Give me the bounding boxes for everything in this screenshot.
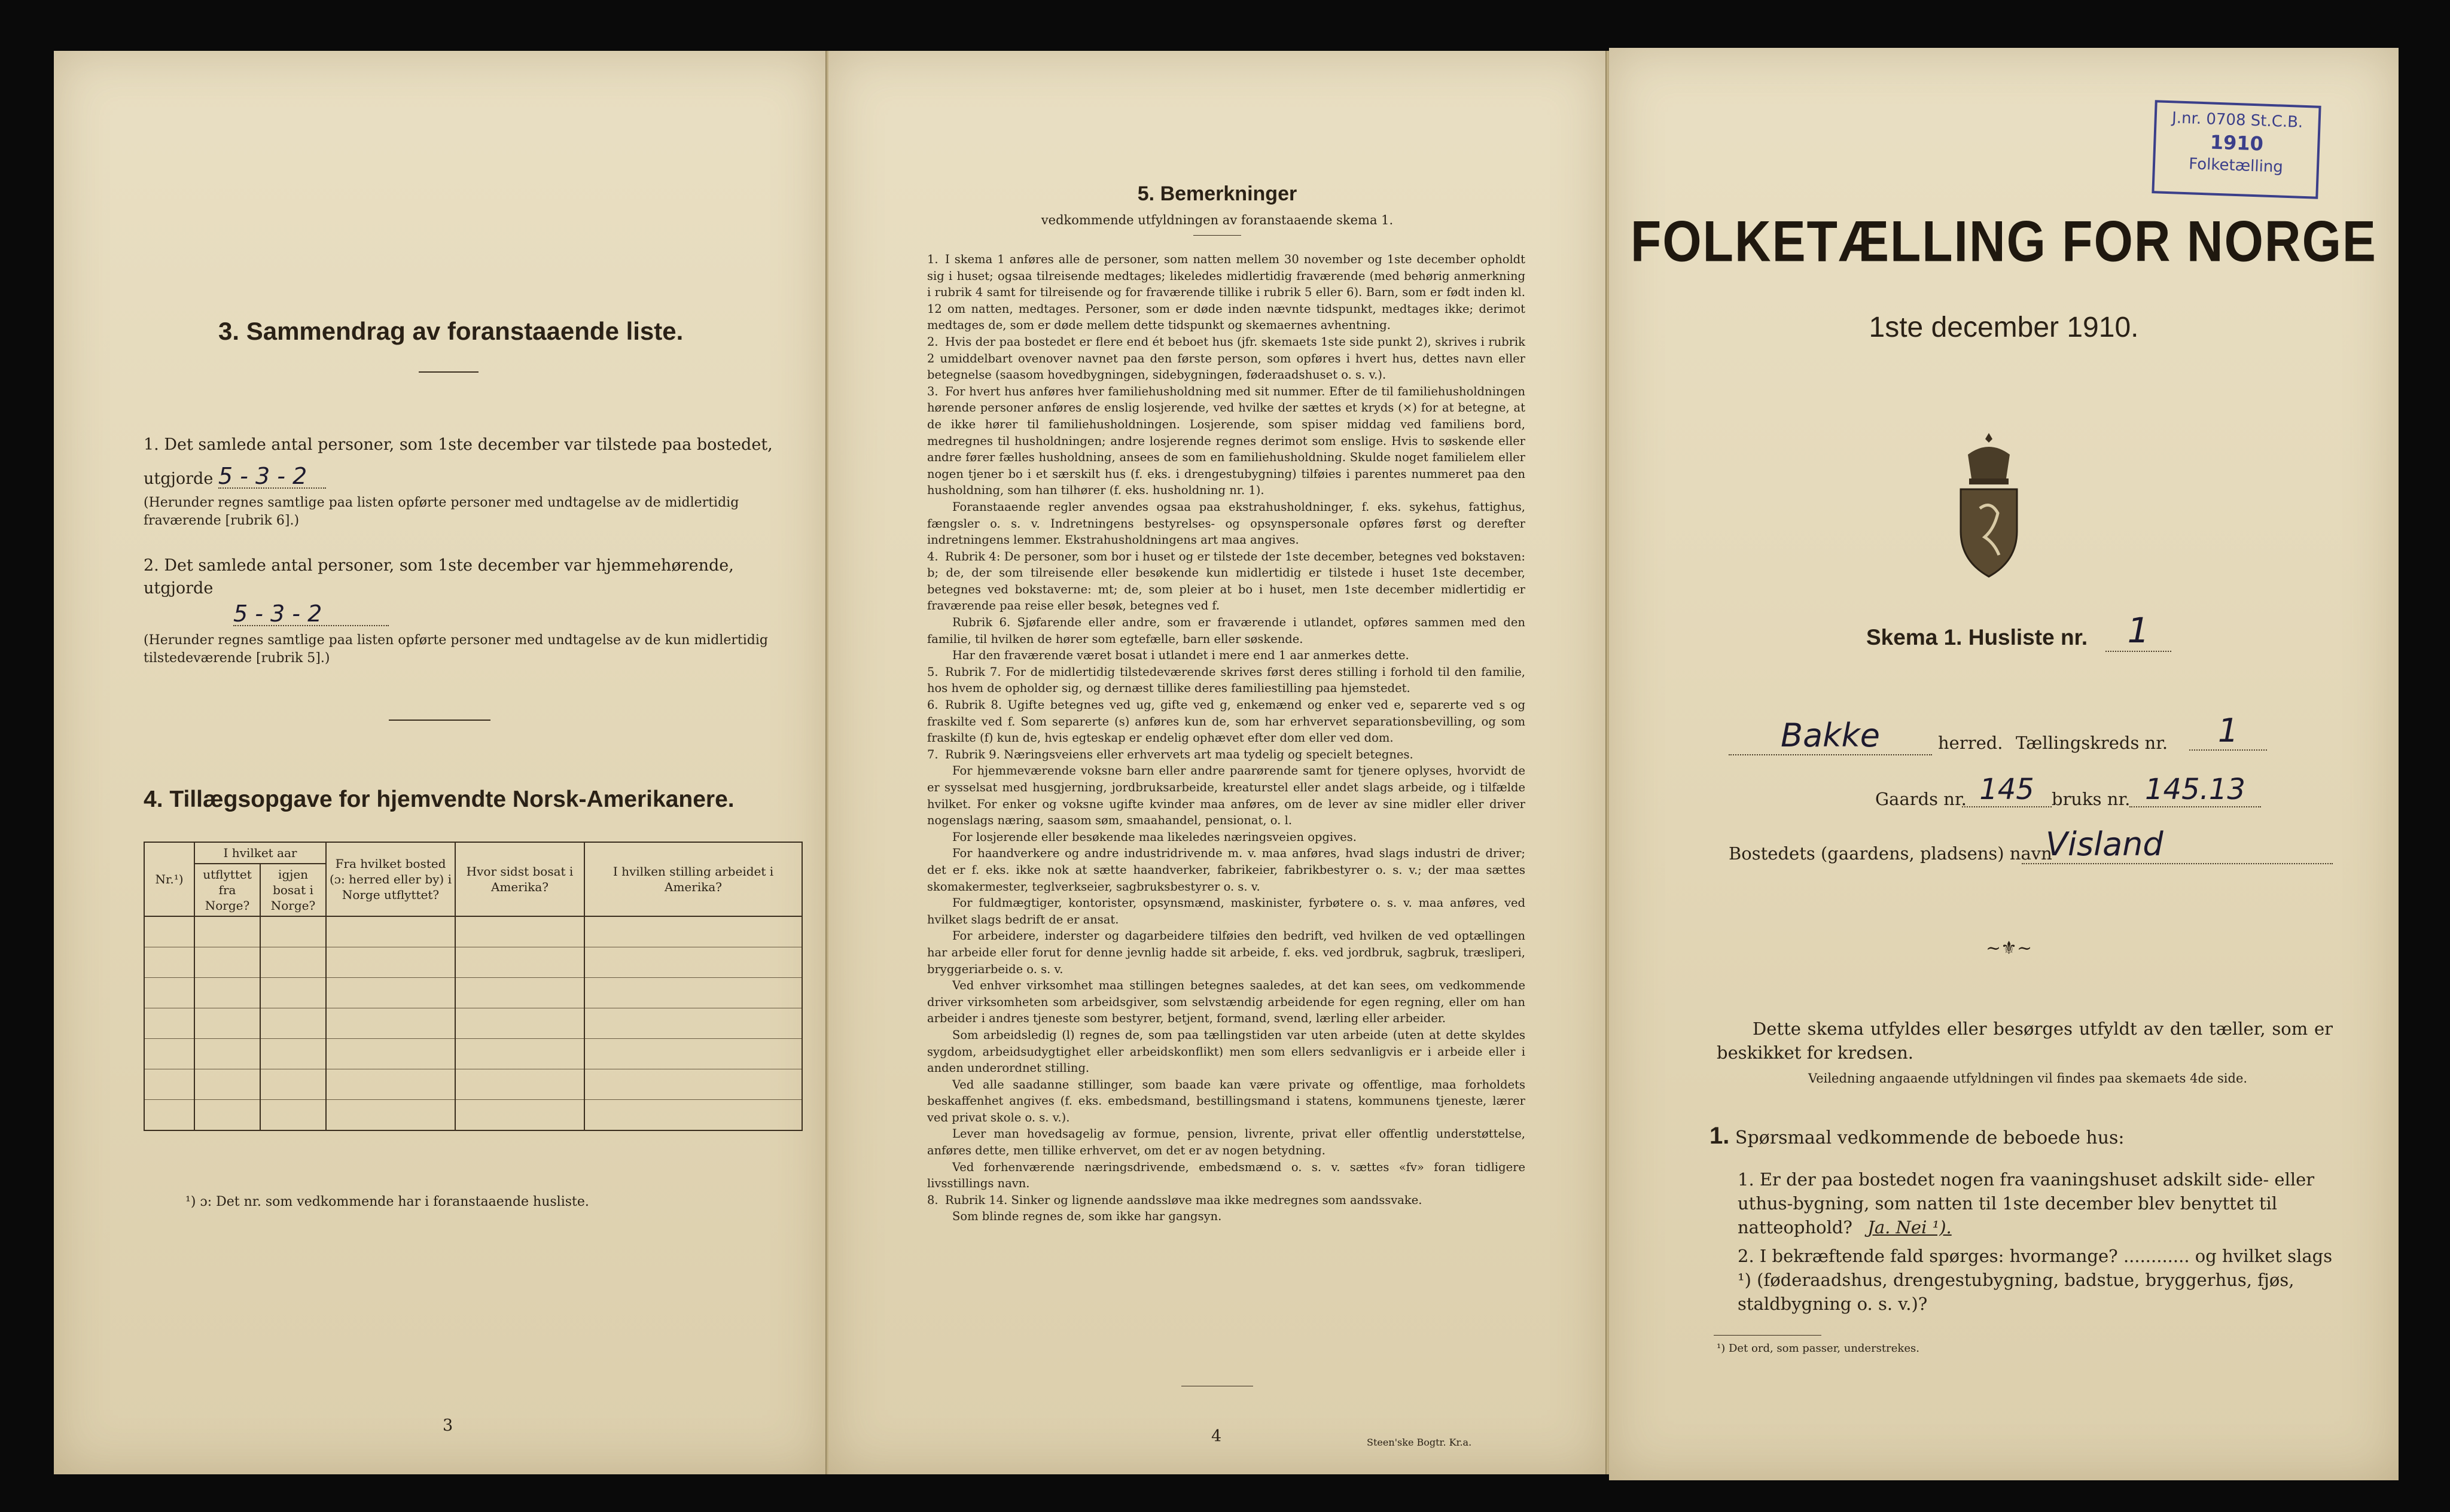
remark-text: Rubrik 7. For de midlertidig tilstedeværende skrives først deres stilling i forhold til den familie, hos hvem de opholder sig, og dernæst tillike deres familiestilling paa hjemstedet.	[927, 664, 1525, 696]
section3-title: 3. Sammendrag av foranstaaende liste.	[218, 317, 684, 345]
printer-imprint: Steen'ske Bogtr. Kr.a.	[1367, 1437, 1472, 1448]
item2-text: 2. Det samlede antal personer, som 1ste december var hjemmehørende, utgjorde	[144, 556, 734, 598]
remark-paragraph	[927, 697, 1525, 746]
gaard-value: 145	[1962, 773, 2052, 807]
coat-of-arms-icon	[1954, 431, 2024, 580]
remarks-subtitle: vedkommende utfyldningen av foranstaaende skema 1.	[1041, 213, 1394, 227]
remark-text: Rubrik 6. Sjøfarende eller andre, som er fraværende i utlandet, opføres sammen med den familie, til hvilken de hører som egtefælle, barn eller søskende.	[927, 615, 1525, 646]
herred-label: herred.	[1938, 733, 2003, 753]
remark-text: Som arbeidsledig (l) regnes de, som paa tællingstiden var uten arbeide (uten at dette skyldes sygdom, arbeidsudygtighet eller arbeidskonflikt) men som ellers sedvanligvis er i arbeide eller i anden underordnet stilling.	[927, 1028, 1525, 1075]
remark-paragraph	[927, 977, 1525, 1027]
item1-note: (Herunder regnes samtlige paa listen opførte personer med undtagelse av de midlertidig fraværende [rubrik 6].)	[144, 495, 739, 528]
page-number: 4	[1211, 1427, 1222, 1446]
remark-text: For hvert hus anføres hver familiehusholdning med sit nummer. Efter de til familiehusholdningen hørende personer anføres de enslig losjerende, ved hvilke der sættes et kryds (×) for at betegne, at de ikke hører til familiehusholdningen. Losjerende, som spiser middag ved familiens bord, medregnes til husholdningen; andre losjerende regnes derimot som enslige. Hvis to søskende eller andre fører fælles husholdning, ansees de som en familiehusholdning. Skulde noget familielem eller nogen tjener bo i et særskilt hus (f. eks. i drengestubygning) tilføies i parentes nummeret paa den husholdning, som han tilhører (f. eks. husholdning nr. 1).	[927, 384, 1525, 498]
remark-paragraph	[927, 763, 1525, 828]
remark-text: Lever man hovedsagelig av formue, pension, livrente, privat eller offentlig understøttelse, anføres dette, men tillike erhvervet, om det er av nogen betydning.	[927, 1127, 1525, 1158]
remark-number: 1.	[927, 252, 938, 266]
divider	[1714, 1335, 1821, 1336]
husliste-value: 1	[2105, 610, 2171, 652]
remark-text: For haandverkere og andre industridrivende m. v. maa anføres, hvad slags industri de driver; det er f. eks. ikke nok at sætte haandverker, fabrikeier, fabrikbestyrer o. s. v.; der maa sættes skomakermester, teglverkseier, sagbruksbestyrer o. s. v.	[927, 846, 1525, 894]
remarks-list	[927, 251, 1525, 1225]
right-footnote: ¹) Det ord, som passer, understrekes.	[1717, 1342, 1919, 1355]
page-number: 3	[443, 1416, 453, 1435]
item1-value: 5 - 3 - 2	[218, 465, 326, 489]
item1-prefix: utgjorde	[144, 470, 214, 488]
divider	[1193, 235, 1241, 236]
col-where: Hvor sidst bosat i Amerika?	[455, 842, 584, 916]
remark-number: 3.	[927, 384, 938, 398]
main-title: FOLKETÆLLING FOR NORGE	[1631, 208, 2377, 273]
table-row	[144, 947, 802, 978]
bosted-value: Visland	[2022, 825, 2333, 864]
remark-paragraph	[927, 746, 1525, 763]
col-position: I hvilken stilling arbeidet i Amerika?	[584, 842, 802, 916]
stamp-line1: J.nr. 0708 St.C.B.	[2171, 109, 2303, 132]
remark-text: For arbeidere, inderster og dagarbeidere tilføies den bedrift, ved hvilken de ved optællingen har arbeide eller forut for denne jevnlig hadde sit arbeide, f. eks. ved jordbruk, sagbruk, træsliperi, bryggeriarbeide o. s. v.	[927, 929, 1525, 976]
remark-text: Har den fraværende været bosat i utlandet i mere end 1 aar anmerkes dette.	[952, 648, 1409, 663]
item2-value: 5 - 3 - 2	[233, 602, 389, 626]
remark-paragraph	[927, 614, 1525, 647]
question-1-text: 1. Er der paa bostedet nogen fra vaaningshuset adskilt side- eller uthus-bygning, som natten til 1ste december blev benyttet til natteophold?	[1738, 1169, 2315, 1237]
section3-item1	[144, 434, 802, 530]
remark-paragraph	[927, 251, 1525, 334]
remark-text: Ved alle saadanne stillinger, som baade kan være private og offentlige, maa forholdets beskaffenhet angives (f. eks. embedsmand, bestillingsmand i statens, kommunens tjeneste, lærer ved privat skole o. s. v.).	[927, 1077, 1525, 1124]
table-row	[144, 1039, 802, 1069]
remark-number: 5.	[927, 664, 938, 679]
schema-label: Skema 1. Husliste nr.	[1866, 625, 2088, 650]
item1-text: 1. Det samlede antal personer, som 1ste december var tilstede paa bostedet,	[144, 435, 773, 454]
table-row	[144, 978, 802, 1008]
remark-text: Rubrik 9. Næringsveiens eller erhvervets art maa tydelig og specielt betegnes.	[945, 747, 1413, 761]
remark-paragraph	[927, 383, 1525, 499]
remark-paragraph	[927, 1126, 1525, 1159]
remark-paragraph	[927, 829, 1525, 846]
table-row	[144, 1008, 802, 1039]
stamp-label: Folketælling	[2188, 155, 2284, 176]
remark-paragraph	[927, 1208, 1525, 1225]
remark-paragraph	[927, 845, 1525, 895]
instruction-text: Dette skema utfyldes eller besørges utfyldt av den tæller, som er beskikket for kredsen.	[1717, 1019, 2333, 1063]
remark-paragraph	[927, 647, 1525, 664]
questions-heading-text: Spørsmaal vedkommende de beboede hus:	[1735, 1127, 2125, 1148]
section4-title: 4. Tillægsopgave for hjemvendte Norsk-Amerikanere.	[144, 787, 735, 812]
col-returned: igjen bosat i Norge?	[260, 864, 326, 916]
remark-paragraph	[927, 664, 1525, 697]
remark-paragraph	[927, 1027, 1525, 1077]
page-middle	[828, 51, 1606, 1474]
question-number: 1.	[1709, 1123, 1730, 1149]
gaard-label: Gaards nr.	[1875, 789, 1967, 809]
remark-number: 4.	[927, 549, 938, 563]
remark-text: I skema 1 anføres alle de personer, som natten mellem 30 november og 1ste december opholdt sig i huset; ogsaa tilreisende medtages; likeledes midlertidig fraværende (med behørig anmerkning i rubrik 4 samt for tilreisende og for fraværende tillike i rubrik 5 eller 6). Barn, som er født inden kl. 12 om natten, medtages. Personer, som er døde inden nævnte tidspunkt, medtages ikke; derimot medtages de, som er døde mellem dette tidspunkt og skemaernes avhentning.	[927, 252, 1525, 333]
table-row	[144, 1100, 802, 1131]
remark-paragraph	[927, 548, 1525, 614]
remark-text: Foranstaaende regler anvendes ogsaa paa ekstrahusholdninger, f. eks. sykehus, fattighus, fængsler o. s. v. Indretningens bestyrelses- og opsynspersonale opføres først og derefter indretningens lemmer. Ekstrahusholdningens art maa angives.	[927, 499, 1525, 547]
remarks-title: 5. Bemerkninger	[1137, 182, 1297, 205]
bosted-label: Bostedets (gaardens, pladsens) navn	[1729, 843, 2052, 864]
remark-number: 7.	[927, 747, 938, 761]
col-from: Fra hvilket bosted (ɔ: herred eller by) i Norge utflyttet?	[326, 842, 455, 916]
remark-paragraph	[927, 334, 1525, 383]
remark-text: Rubrik 4: De personer, som bor i huset og er tilstede der 1ste december, betegnes ved bokstaven: b; de, der som tilreisende eller besøkende kun midlertidig er tilstede i huset 1ste december, betegnes ved bokstaverne: mt; de, som pleier at bo i huset, men 1ste december midlertidig er fraværende paa reise eller besøk, betegnes ved f.	[927, 549, 1525, 613]
bruk-value: 145.13	[2129, 773, 2261, 807]
section4-footnote: ¹) ɔ: Det nr. som vedkommende har i foranstaaende husliste.	[185, 1194, 589, 1209]
page-right	[1609, 48, 2399, 1480]
census-stamp	[2152, 100, 2321, 199]
remark-paragraph	[927, 1192, 1525, 1209]
remark-text: For hjemmeværende voksne barn eller andre paarørende samt for tjenere oplyses, hvorvidt de er sysselsat med husgjerning, jordbruksarbeide, kreaturstel eller andet slags arbeide, og i tilfælde hvilket. For enker og voksne ugifte kvinder maa anføres, om de lever av sine midler eller driver nogenslags næring, saasom søm, smaahandel, pensionat, o. l.	[927, 764, 1525, 828]
question-1	[1738, 1167, 2336, 1239]
remark-paragraph	[927, 1159, 1525, 1192]
krets-value: 1	[2189, 712, 2267, 751]
questions-heading	[1709, 1124, 2125, 1150]
remark-number: 6.	[927, 698, 938, 712]
ornament-divider: ~⚜~	[1986, 938, 2032, 959]
section3-item2	[144, 554, 802, 667]
remark-paragraph	[927, 499, 1525, 548]
instruction-note: Veiledning angaaende utfyldningen vil findes paa skemaets 4de side.	[1808, 1071, 2248, 1086]
remark-text: Hvis der paa bostedet er flere end ét beboet hus (jfr. skemaets 1ste side punkt 2), skrives i rubrik 2 umiddelbart ovenover navnet paa den første person, som opføres i hvert hus, dettes navn eller betegnelse (saasom hovedbygningen, sidebygningen, føderaadshuset o. s. v.).	[927, 334, 1525, 382]
stamp-year: 1910	[2210, 130, 2264, 156]
remark-number: 8.	[927, 1193, 938, 1207]
divider	[419, 371, 479, 373]
remark-text: For losjerende eller besøkende maa likeledes næringsveien opgives.	[952, 830, 1357, 844]
remark-text: Som blinde regnes de, som ikke har gangsyn.	[952, 1209, 1222, 1224]
col-group-year: I hvilket aar	[194, 842, 326, 864]
krets-label: Tællingskreds nr.	[2016, 733, 2168, 753]
col-nr: Nr.¹)	[144, 842, 194, 916]
item2-note: (Herunder regnes samtlige paa listen opførte personer med undtagelse av de kun midlertidig tilstedeværende [rubrik 5].)	[144, 633, 768, 666]
remark-number: 2.	[927, 334, 938, 349]
herred-value: Bakke	[1729, 717, 1932, 755]
remark-text: Rubrik 14. Sinker og lignende aandssløve maa ikke medregnes som aandssvake.	[945, 1193, 1422, 1207]
bruk-label: bruks nr.	[2052, 789, 2131, 809]
table-row	[144, 1069, 802, 1100]
col-emigrated: utflyttet fra Norge?	[194, 864, 260, 916]
census-date: 1ste december 1910.	[1869, 312, 2139, 343]
table-row	[144, 916, 802, 947]
remark-paragraph	[927, 928, 1525, 977]
remark-paragraph	[927, 895, 1525, 928]
question-1-answer: Ja. Nei ¹).	[1867, 1217, 1952, 1237]
question-2: 2. I bekræftende fald spørges: hvormange? ............ og hvilket slags ¹) (føderaadshus, drengestubygning, badstue, bryggerhus, fjøs, staldbygning o. s. v.)?	[1738, 1246, 2333, 1314]
norsk-amerikanere-table	[144, 842, 803, 1131]
divider	[389, 720, 490, 721]
remark-text: Ved forhenværende næringsdrivende, embedsmænd o. s. v. sættes «fv» foran tidligere livsstillings navn.	[927, 1160, 1525, 1191]
remark-text: Ved enhver virksomhet maa stillingen betegnes saaledes, at det kan sees, om vedkommende driver virksomheten som arbeidsgiver, som selvstændig arbeidende for egen regning, eller om han arbeider i andres tjeneste som bestyrer, betjent, formand, svend, lærling eller arbeider.	[927, 978, 1525, 1026]
remark-paragraph	[927, 1077, 1525, 1126]
remark-text: For fuldmægtiger, kontorister, opsynsmænd, maskinister, fyrbøtere o. s. v. maa anføres, ved hvilket slags bedrift de er ansat.	[927, 896, 1525, 926]
remark-text: Rubrik 8. Ugifte betegnes ved ug, gifte ved g, enkemænd og enker ved e, separerte ved s og fraskilte ved f. Som separerte (s) anføres kun de, som har erhvervet separationsbevilling, og som fraskilte (f) kun de, hvis egteskap er endelig ophævet efter dom eller ved dom.	[927, 698, 1525, 745]
page-left	[54, 51, 827, 1474]
